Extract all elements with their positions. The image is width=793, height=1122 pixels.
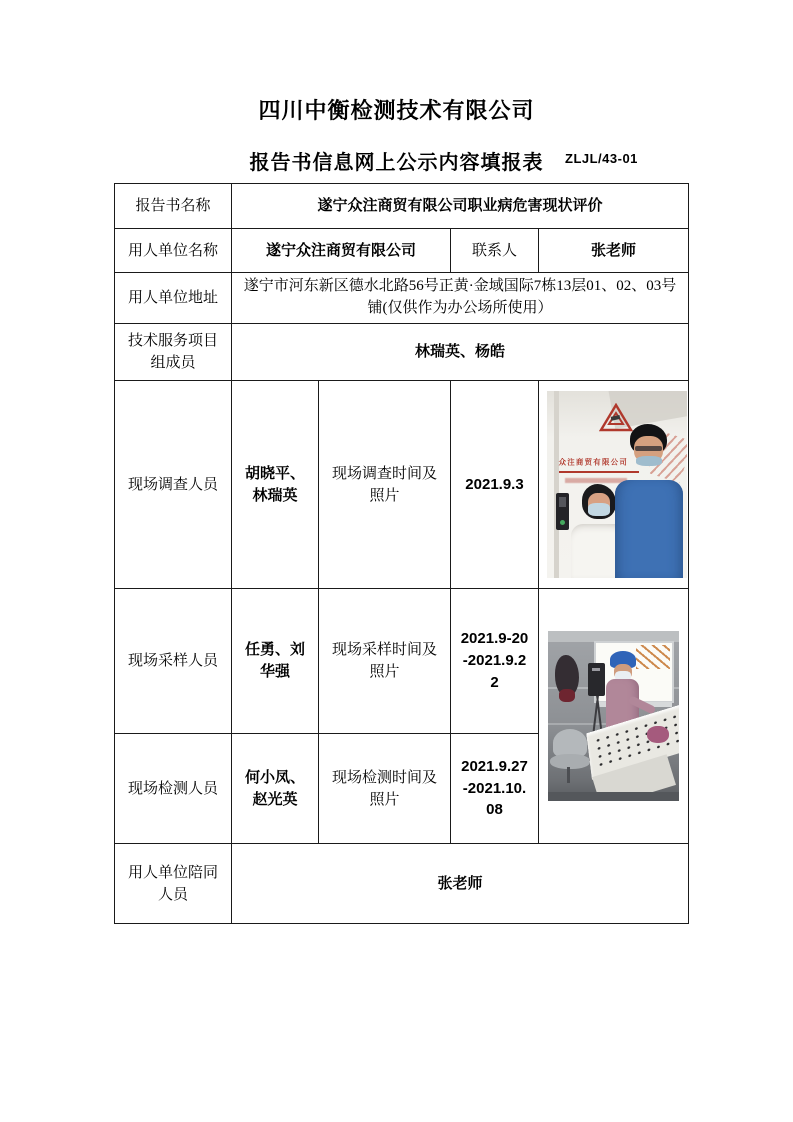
- form-title: 报告书信息网上公示内容填报表: [249, 152, 544, 174]
- survey-staff: 胡晓平、林瑞英: [232, 381, 319, 589]
- survey-time-label: 现场调查时间及照片: [319, 381, 451, 589]
- person-left-mask: [588, 503, 610, 516]
- survey-photo: [547, 391, 687, 578]
- survey-date: 2021.9.3: [451, 381, 539, 589]
- floor: [548, 792, 679, 801]
- row-employer-name: [115, 229, 689, 273]
- testing-date: 2021.9.27-2021.10.08: [451, 734, 539, 844]
- form-code: ZLJL/43-01: [565, 151, 638, 166]
- sampling-staff: 任勇、刘华强: [232, 589, 319, 734]
- person-right-glasses: [635, 446, 662, 451]
- contact-value: 张老师: [539, 229, 689, 273]
- project-team-value: 林瑞英、杨皓: [232, 324, 689, 381]
- company-title: 四川中衡检测技术有限公司: [258, 98, 535, 123]
- person-right-mask: [636, 456, 662, 466]
- device-led: [560, 520, 565, 525]
- report-info-table: [114, 183, 689, 924]
- employer-address-value: 遂宁市河东新区德水北路56号正黄·金域国际7栋13层01、02、03号铺(仅供作为办公场所使用）: [232, 273, 689, 324]
- contact-label: 联系人: [451, 229, 539, 273]
- survey-label: 现场调查人员: [115, 381, 232, 589]
- sampling-label: 现场采样人员: [115, 589, 232, 734]
- pink-cloth: [647, 726, 669, 743]
- report-name-value: 遂宁众注商贸有限公司职业病危害现状评价: [232, 184, 689, 229]
- chair-back: [553, 729, 587, 757]
- testing-time-label: 现场检测时间及照片: [319, 734, 451, 844]
- accompany-label: 用人单位陪同人员: [115, 844, 232, 924]
- report-name-label: 报告书名称: [115, 184, 232, 229]
- chair-seat: [550, 754, 590, 769]
- door-frame: [554, 391, 559, 578]
- employer-name-value: 遂宁众注商贸有限公司: [232, 229, 451, 273]
- sampling-testing-photo-cell: [539, 589, 689, 844]
- person-right-shirt: [615, 480, 683, 578]
- testing-label: 现场检测人员: [115, 734, 232, 844]
- sampling-device-label: [592, 668, 600, 671]
- row-report-name: [115, 184, 689, 229]
- sampling-time-label: 现场采样时间及照片: [319, 589, 451, 734]
- row-sampling: [115, 589, 689, 734]
- row-accompany: [115, 844, 689, 924]
- employer-name-label: 用人单位名称: [115, 229, 232, 273]
- chair-leg: [567, 767, 570, 783]
- hanging-jacket-red: [559, 689, 575, 702]
- accompany-value: 张老师: [232, 844, 689, 924]
- employer-address-label: 用人单位地址: [115, 273, 232, 324]
- sampling-date: 2021.9-20-2021.9.22: [451, 589, 539, 734]
- row-project-team: [115, 324, 689, 381]
- person-right: [615, 424, 683, 578]
- row-survey: [115, 381, 689, 589]
- testing-staff: 何小凤、赵光英: [232, 734, 319, 844]
- company-sign-text: 众注商贸有限公司: [558, 457, 629, 467]
- device-screen: [559, 497, 566, 507]
- project-team-label: 技术服务项目组成员: [115, 324, 232, 381]
- survey-photo-cell: [539, 381, 689, 589]
- sampling-testing-photo: [548, 631, 679, 801]
- access-control-device: [556, 493, 569, 530]
- form-title-row: [0, 146, 793, 172]
- row-employer-address: [115, 273, 689, 324]
